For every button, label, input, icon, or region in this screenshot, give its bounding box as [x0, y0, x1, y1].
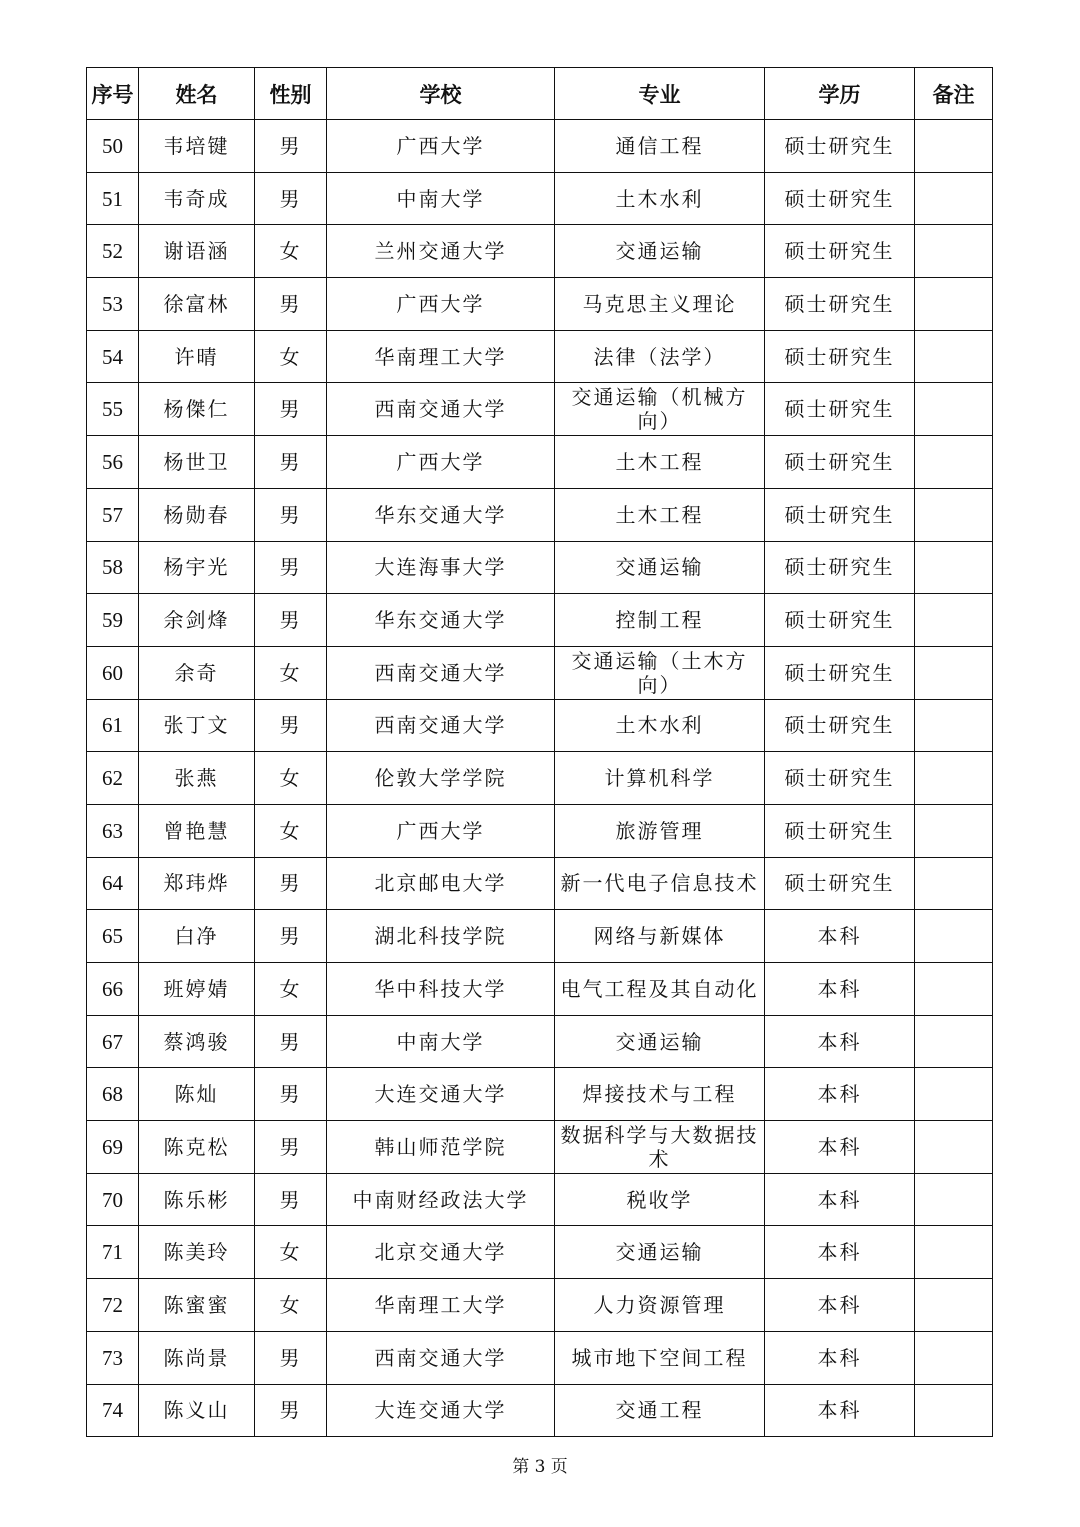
cell-gender: 女: [255, 225, 327, 278]
cell-school: 北京交通大学: [327, 1226, 555, 1279]
cell-gender: 男: [255, 278, 327, 331]
table-row: [87, 1279, 993, 1332]
cell-major: 土木工程: [555, 488, 765, 541]
cell-school: 华南理工大学: [327, 1279, 555, 1332]
cell-remark: [915, 1331, 993, 1384]
cell-name: 班婷婧: [139, 963, 255, 1016]
cell-major: 交通运输: [555, 541, 765, 594]
cell-remark: [915, 1121, 993, 1174]
cell-school: 西南交通大学: [327, 646, 555, 699]
table-row: [87, 436, 993, 489]
cell-school: 西南交通大学: [327, 699, 555, 752]
cell-gender: 男: [255, 120, 327, 173]
cell-remark: [915, 383, 993, 436]
cell-gender: 女: [255, 752, 327, 805]
table-row: [87, 383, 993, 436]
cell-gender: 男: [255, 436, 327, 489]
cell-remark: [915, 225, 993, 278]
name-list-table: [86, 67, 993, 1437]
cell-major: 城市地下空间工程: [555, 1331, 765, 1384]
cell-major: 交通运输: [555, 1015, 765, 1068]
cell-seq: 72: [87, 1279, 139, 1332]
cell-degree: 硕士研究生: [765, 594, 915, 647]
cell-degree: 硕士研究生: [765, 541, 915, 594]
table-row: [87, 278, 993, 331]
cell-name: 陈乐彬: [139, 1173, 255, 1226]
cell-remark: [915, 804, 993, 857]
cell-school: 西南交通大学: [327, 1331, 555, 1384]
cell-remark: [915, 1015, 993, 1068]
table-row: [87, 963, 993, 1016]
cell-gender: 男: [255, 1068, 327, 1121]
table-row: [87, 330, 993, 383]
cell-name: 余剑烽: [139, 594, 255, 647]
table-row: [87, 1331, 993, 1384]
cell-major: 控制工程: [555, 594, 765, 647]
cell-major: 交通工程: [555, 1384, 765, 1437]
table-row: [87, 910, 993, 963]
cell-degree: 硕士研究生: [765, 804, 915, 857]
table-row: [87, 594, 993, 647]
cell-degree: 本科: [765, 1331, 915, 1384]
header-gender: 性别: [255, 68, 327, 120]
cell-name: 张燕: [139, 752, 255, 805]
cell-gender: 男: [255, 1331, 327, 1384]
cell-remark: [915, 752, 993, 805]
cell-degree: 硕士研究生: [765, 278, 915, 331]
cell-major: 新一代电子信息技术: [555, 857, 765, 910]
cell-school: 大连交通大学: [327, 1384, 555, 1437]
cell-seq: 73: [87, 1331, 139, 1384]
cell-gender: 男: [255, 1015, 327, 1068]
cell-remark: [915, 172, 993, 225]
cell-remark: [915, 488, 993, 541]
cell-gender: 女: [255, 646, 327, 699]
cell-remark: [915, 699, 993, 752]
cell-school: 中南大学: [327, 1015, 555, 1068]
cell-name: 陈义山: [139, 1384, 255, 1437]
cell-name: 杨勋春: [139, 488, 255, 541]
page-number: 第 3 页: [512, 1457, 568, 1477]
cell-school: 韩山师范学院: [327, 1121, 555, 1174]
cell-gender: 男: [255, 488, 327, 541]
table-body: [87, 120, 993, 1437]
cell-name: 陈克松: [139, 1121, 255, 1174]
table-row: [87, 225, 993, 278]
cell-degree: 硕士研究生: [765, 172, 915, 225]
cell-major: 焊接技术与工程: [555, 1068, 765, 1121]
header-degree: 学历: [765, 68, 915, 120]
cell-gender: 男: [255, 1173, 327, 1226]
cell-degree: 硕士研究生: [765, 383, 915, 436]
table-row: [87, 488, 993, 541]
cell-major: 人力资源管理: [555, 1279, 765, 1332]
cell-major: 土木工程: [555, 436, 765, 489]
table-row: [87, 857, 993, 910]
cell-seq: 55: [87, 383, 139, 436]
cell-name: 杨傑仁: [139, 383, 255, 436]
cell-school: 西南交通大学: [327, 383, 555, 436]
cell-major: 交通运输: [555, 1226, 765, 1279]
cell-major: 数据科学与大数据技术: [555, 1121, 765, 1174]
cell-major: 网络与新媒体: [555, 910, 765, 963]
cell-remark: [915, 594, 993, 647]
cell-school: 中南财经政法大学: [327, 1173, 555, 1226]
cell-name: 杨宇光: [139, 541, 255, 594]
cell-remark: [915, 963, 993, 1016]
cell-remark: [915, 1384, 993, 1437]
cell-degree: 本科: [765, 910, 915, 963]
table-row: [87, 1173, 993, 1226]
cell-remark: [915, 120, 993, 173]
cell-gender: 男: [255, 699, 327, 752]
cell-name: 许晴: [139, 330, 255, 383]
cell-degree: 硕士研究生: [765, 436, 915, 489]
cell-degree: 硕士研究生: [765, 752, 915, 805]
cell-remark: [915, 1068, 993, 1121]
cell-seq: 50: [87, 120, 139, 173]
cell-gender: 男: [255, 172, 327, 225]
cell-seq: 60: [87, 646, 139, 699]
table-row: [87, 172, 993, 225]
cell-remark: [915, 1173, 993, 1226]
header-seq: 序号: [87, 68, 139, 120]
cell-school: 伦敦大学学院: [327, 752, 555, 805]
cell-remark: [915, 436, 993, 489]
cell-seq: 57: [87, 488, 139, 541]
cell-degree: 本科: [765, 963, 915, 1016]
cell-seq: 71: [87, 1226, 139, 1279]
table-row: [87, 1015, 993, 1068]
cell-name: 陈尚景: [139, 1331, 255, 1384]
cell-name: 徐富林: [139, 278, 255, 331]
cell-gender: 男: [255, 541, 327, 594]
cell-name: 陈蜜蜜: [139, 1279, 255, 1332]
cell-name: 谢语涵: [139, 225, 255, 278]
table-row: [87, 646, 993, 699]
cell-school: 华南理工大学: [327, 330, 555, 383]
cell-name: 余奇: [139, 646, 255, 699]
table-row: [87, 541, 993, 594]
header-school: 学校: [327, 68, 555, 120]
table-row: [87, 699, 993, 752]
cell-school: 广西大学: [327, 120, 555, 173]
cell-remark: [915, 278, 993, 331]
cell-degree: 本科: [765, 1384, 915, 1437]
cell-gender: 女: [255, 1279, 327, 1332]
cell-name: 曾艳慧: [139, 804, 255, 857]
table-row: [87, 804, 993, 857]
cell-major: 通信工程: [555, 120, 765, 173]
cell-gender: 男: [255, 1384, 327, 1437]
cell-seq: 52: [87, 225, 139, 278]
table-row: [87, 752, 993, 805]
cell-name: 陈美玲: [139, 1226, 255, 1279]
cell-seq: 68: [87, 1068, 139, 1121]
cell-degree: 本科: [765, 1226, 915, 1279]
cell-degree: 本科: [765, 1068, 915, 1121]
cell-major: 土木水利: [555, 172, 765, 225]
cell-school: 广西大学: [327, 804, 555, 857]
cell-remark: [915, 1279, 993, 1332]
cell-degree: 硕士研究生: [765, 699, 915, 752]
cell-gender: 女: [255, 1226, 327, 1279]
cell-degree: 本科: [765, 1279, 915, 1332]
table-row: [87, 1121, 993, 1174]
cell-seq: 66: [87, 963, 139, 1016]
table-header: [87, 68, 993, 120]
cell-seq: 65: [87, 910, 139, 963]
cell-seq: 59: [87, 594, 139, 647]
cell-school: 华东交通大学: [327, 594, 555, 647]
cell-seq: 56: [87, 436, 139, 489]
cell-major: 法律（法学）: [555, 330, 765, 383]
cell-gender: 女: [255, 330, 327, 383]
cell-remark: [915, 330, 993, 383]
cell-degree: 硕士研究生: [765, 120, 915, 173]
cell-school: 华东交通大学: [327, 488, 555, 541]
table-row: [87, 120, 993, 173]
header-major: 专业: [555, 68, 765, 120]
header-name: 姓名: [139, 68, 255, 120]
cell-name: 韦奇成: [139, 172, 255, 225]
cell-school: 华中科技大学: [327, 963, 555, 1016]
cell-school: 兰州交通大学: [327, 225, 555, 278]
cell-seq: 62: [87, 752, 139, 805]
cell-seq: 53: [87, 278, 139, 331]
table-row: [87, 1068, 993, 1121]
cell-school: 北京邮电大学: [327, 857, 555, 910]
cell-major: 旅游管理: [555, 804, 765, 857]
cell-seq: 74: [87, 1384, 139, 1437]
cell-school: 湖北科技学院: [327, 910, 555, 963]
header-remark: 备注: [915, 68, 993, 120]
cell-seq: 69: [87, 1121, 139, 1174]
cell-seq: 67: [87, 1015, 139, 1068]
cell-seq: 54: [87, 330, 139, 383]
cell-school: 广西大学: [327, 278, 555, 331]
cell-major: 电气工程及其自动化: [555, 963, 765, 1016]
cell-degree: 本科: [765, 1015, 915, 1068]
cell-degree: 硕士研究生: [765, 488, 915, 541]
cell-seq: 61: [87, 699, 139, 752]
cell-school: 大连海事大学: [327, 541, 555, 594]
cell-name: 郑玮烨: [139, 857, 255, 910]
cell-name: 韦培键: [139, 120, 255, 173]
cell-gender: 女: [255, 963, 327, 1016]
cell-major: 交通运输（土木方向）: [555, 646, 765, 699]
cell-major: 交通运输（机械方向）: [555, 383, 765, 436]
cell-school: 广西大学: [327, 436, 555, 489]
cell-school: 中南大学: [327, 172, 555, 225]
table-row: [87, 1226, 993, 1279]
cell-degree: 本科: [765, 1121, 915, 1174]
cell-remark: [915, 541, 993, 594]
cell-remark: [915, 646, 993, 699]
cell-name: 陈灿: [139, 1068, 255, 1121]
cell-gender: 男: [255, 857, 327, 910]
cell-degree: 硕士研究生: [765, 646, 915, 699]
cell-seq: 58: [87, 541, 139, 594]
cell-gender: 女: [255, 804, 327, 857]
cell-seq: 70: [87, 1173, 139, 1226]
cell-degree: 本科: [765, 1173, 915, 1226]
cell-seq: 64: [87, 857, 139, 910]
header-row: [87, 68, 993, 120]
cell-major: 税收学: [555, 1173, 765, 1226]
cell-name: 蔡鸿骏: [139, 1015, 255, 1068]
cell-remark: [915, 1226, 993, 1279]
cell-name: 张丁文: [139, 699, 255, 752]
cell-gender: 男: [255, 383, 327, 436]
cell-school: 大连交通大学: [327, 1068, 555, 1121]
cell-major: 计算机科学: [555, 752, 765, 805]
cell-name: 杨世卫: [139, 436, 255, 489]
cell-major: 马克思主义理论: [555, 278, 765, 331]
cell-gender: 男: [255, 1121, 327, 1174]
cell-major: 交通运输: [555, 225, 765, 278]
cell-seq: 63: [87, 804, 139, 857]
cell-gender: 男: [255, 910, 327, 963]
cell-remark: [915, 857, 993, 910]
table-row: [87, 1384, 993, 1437]
cell-major: 土木水利: [555, 699, 765, 752]
cell-remark: [915, 910, 993, 963]
cell-degree: 硕士研究生: [765, 225, 915, 278]
cell-degree: 硕士研究生: [765, 330, 915, 383]
cell-degree: 硕士研究生: [765, 857, 915, 910]
cell-gender: 男: [255, 594, 327, 647]
cell-seq: 51: [87, 172, 139, 225]
cell-name: 白净: [139, 910, 255, 963]
